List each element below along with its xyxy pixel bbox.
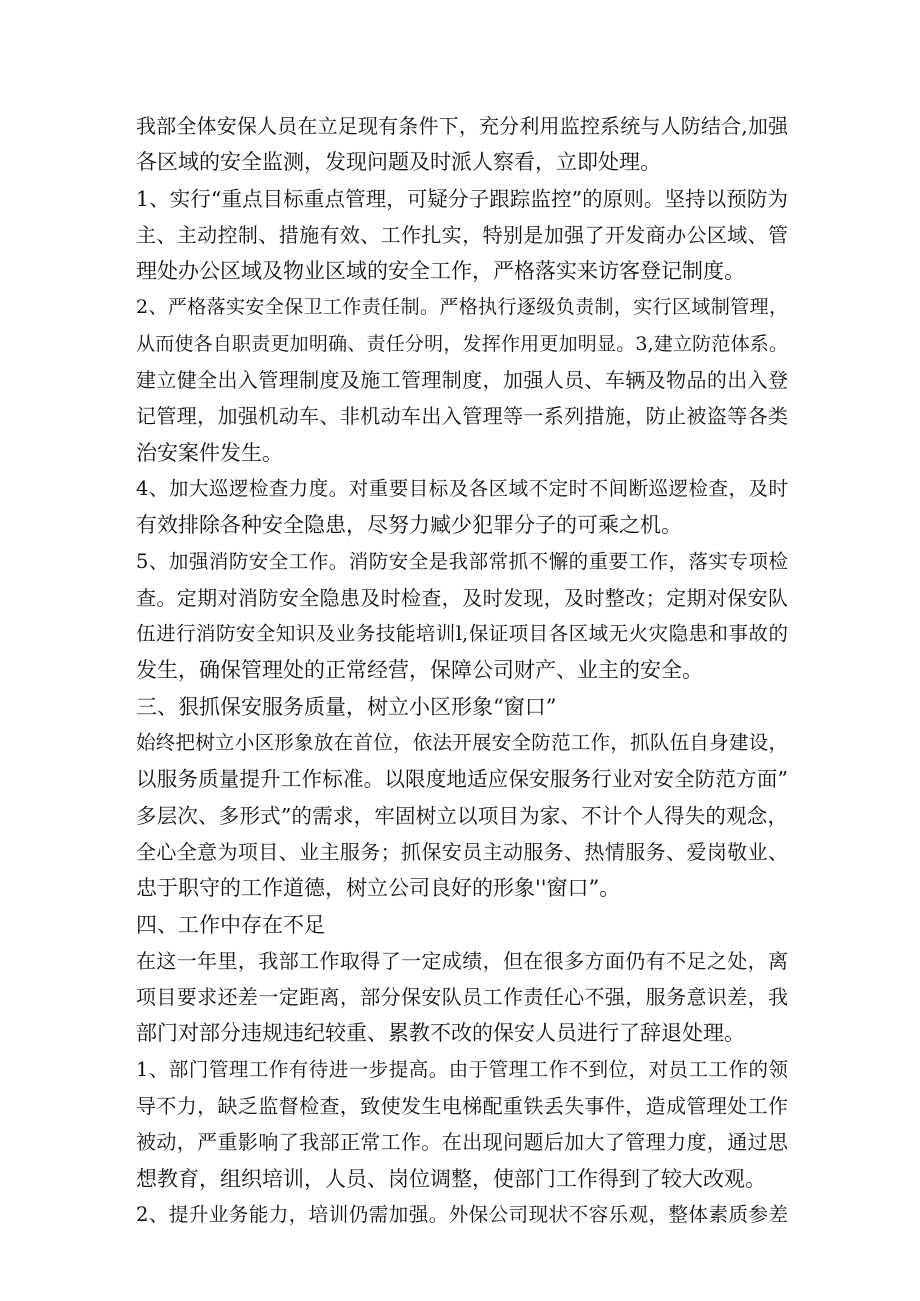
text-line: 1、部门管理工作有待进一步提高。由于管理工作不到位，对员工工作的领: [136, 1057, 788, 1081]
text-line: 查。定期对消防安全隐患及时检查，及时发现，及时整改；定期对保安队: [136, 585, 788, 610]
text-line: 发生，确保管理处的正常经营，保障公司财产、业主的安全。: [136, 658, 703, 683]
text-line: 三、狠抓保安服务质量，树立小区形象“窗口”: [136, 694, 557, 719]
text-line: 四、工作中存在不足: [136, 912, 325, 937]
text-line: 多层次、多形式”的需求，牢固树立以项目为家、不计个人得失的观念，: [136, 803, 788, 828]
text-line: 以服务质量提升工作标准。以限度地适应保安服务行业对安全防范方面”: [136, 767, 788, 792]
text-line: 2、严格落实安全保卫工作责任制。严格执行逐级负责制，实行区域制管理，: [136, 296, 788, 319]
text-line: 理处办公区域及物业区域的安全工作，严格落实来访客登记制度。: [136, 259, 745, 284]
text-line: 伍进行消防安全知识及业务技能培训l,保证项目各区域无火灾隐患和事故的: [136, 622, 788, 646]
document-body: [136, 108, 788, 1233]
text-line: 4、加大巡逻检查力度。对重要目标及各区域不定时不间断巡逻检查，及时: [136, 476, 788, 500]
text-line: 2、提升业务能力，培训仍需加强。外保公司现状不容乐观，整体素质参差: [136, 1202, 788, 1226]
text-line: 有效排除各种安全隐患，尽努力臧少犯罪分子的可乘之机。: [136, 513, 682, 538]
text-line: 记管理，加强机动车、非机动车出入管理等一系列措施，防止被盗等各类: [136, 404, 788, 429]
text-line: 从而使各自职责更加明确、责任分明，发挥作用更加明显。3,建立防范体系。: [136, 332, 788, 355]
text-line: 各区域的安全监测，发现问题及时派人察看，立即处理。: [136, 150, 661, 175]
text-line: 忠于职守的工作道德，树立公司良好的形象''窗口”。: [136, 876, 621, 901]
text-line: 想教育，组织培训，人员、岗位调整，使部门工作得到了较大改观。: [136, 1166, 766, 1191]
text-line: 建立健全出入管理制度及施工管理制度，加强人员、车辆及物品的出入登: [136, 368, 788, 393]
text-line: 主、主动控制、措施有效、工作扎实，特别是加强了开发商办公区域、管: [136, 222, 788, 247]
text-line: 导不力，缺乏监督检查，致使发生电梯配重铁丢失事件，造成管理处工作: [136, 1094, 788, 1119]
text-line: 1、实行“重点目标重点管理，可疑分子跟踪监控”的原则。坚持以预防为: [136, 186, 788, 211]
text-line: 全心全意为项目、业主服务；抓保安员主动服务、热情服务、爱岗敬业、: [136, 839, 788, 864]
text-line: 5、加强消防安全工作。消防安全是我部常抓不懈的重要工作，落实专项检: [136, 549, 788, 573]
text-line: 我部全体安保人员在立足现有条件下，充分利用监控系统与人防结合,加强: [136, 114, 788, 138]
text-line: 项目要求还差一定距离，部分保安队员工作责任心不强，服务意识差，我: [136, 985, 788, 1010]
text-line: 治安案件发生。: [136, 440, 283, 465]
text-line: 被动，严重影响了我部正常工作。在出现问题后加大了管理力度，通过思: [136, 1130, 788, 1155]
text-line: 部门对部分违规违纪较重、累教不改的保安人员进行了辞退处理。: [136, 1021, 745, 1046]
text-line: 在这一年里，我部工作取得了一定成绩，但在很多方面仍有不足之处，离: [136, 948, 788, 973]
text-line: 始终把树立小区形象放在首位，依法开展安全防范工作，抓队伍自身建设，: [136, 731, 788, 755]
